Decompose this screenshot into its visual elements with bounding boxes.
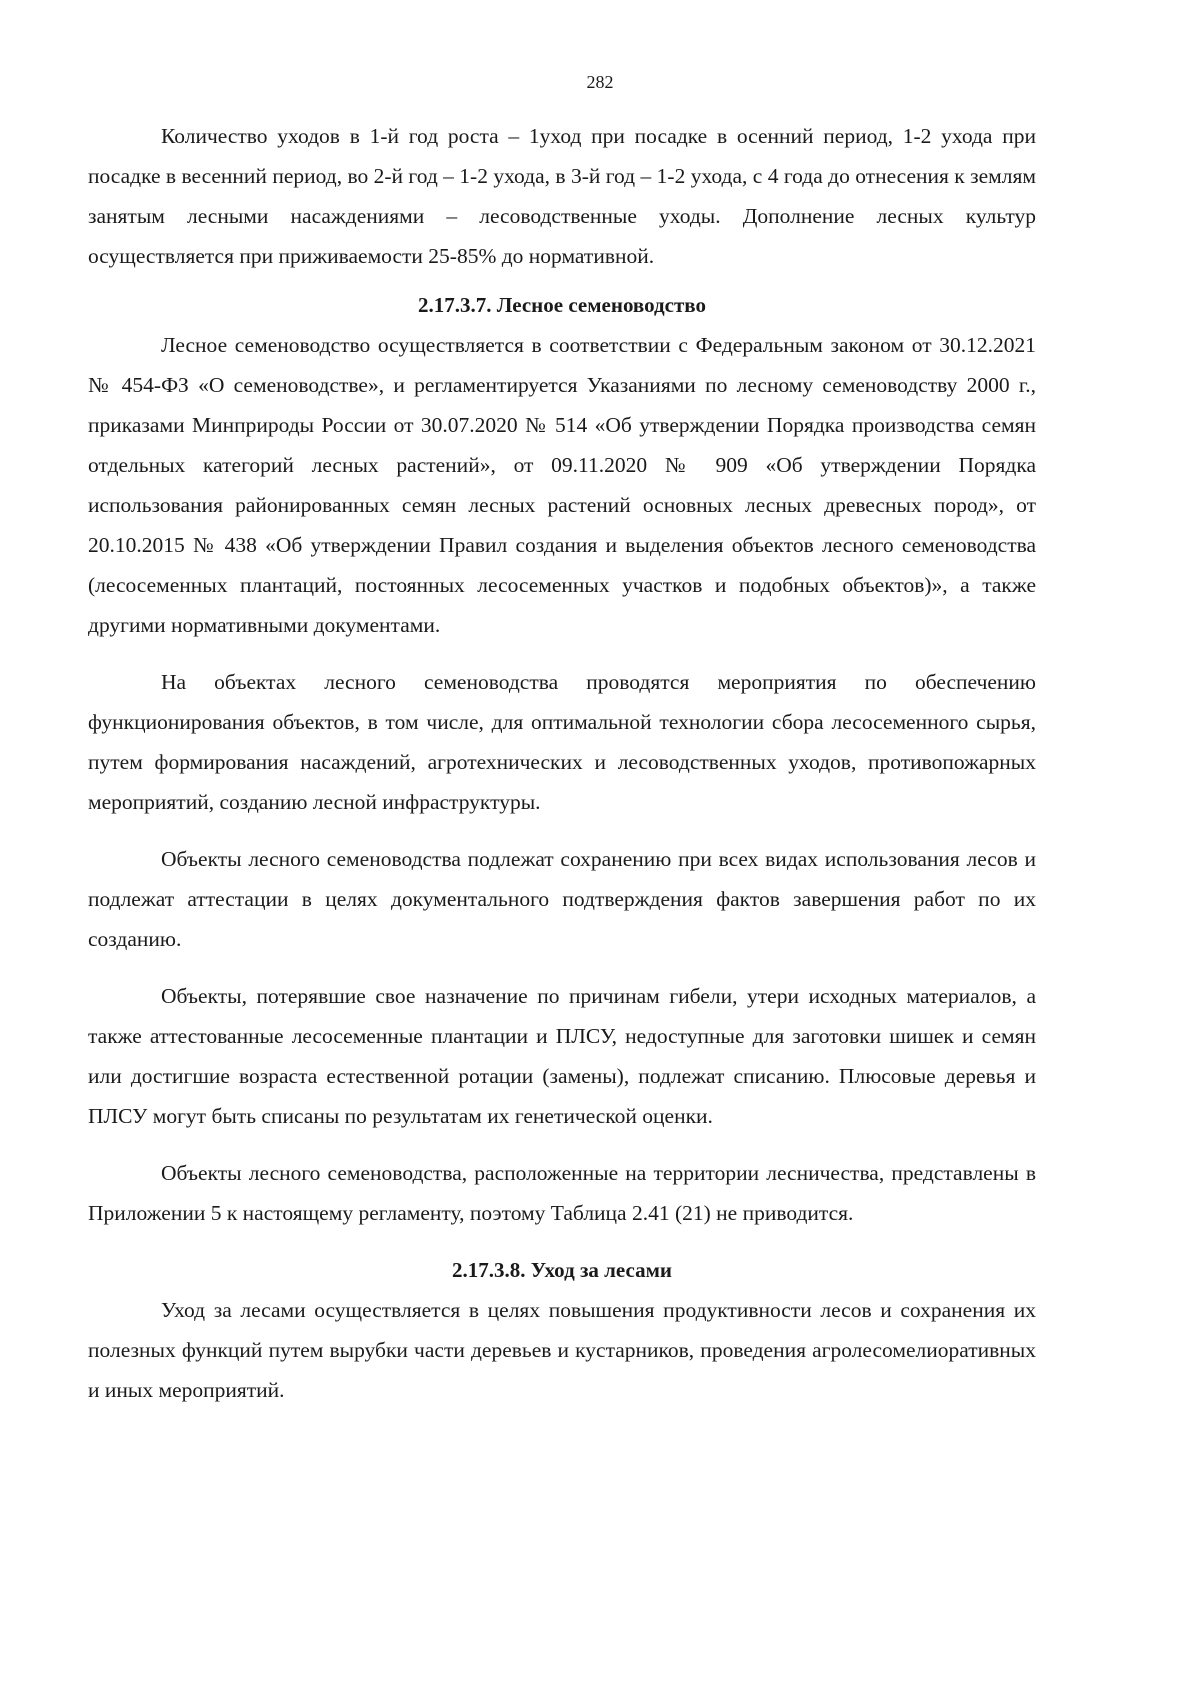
- paragraph: На объектах лесного семеноводства проводятся мероприятия по обеспечению функционирования объектов, в том числе, для оптимальной технологии сбора лесосеменного сырья, путем формирования насаждений, агротехнических и лесоводственных уходов, противопожарных мероприятий, созданию лесной инфраструктуры.: [88, 670, 1036, 814]
- document-body: [88, 116, 1036, 1410]
- paragraph: Лесное семеноводство осуществляется в соответствии с Федеральным законом от 30.12.2021 № 454-ФЗ «О семеноводстве», и регламентируется Указаниями по лесному семеноводству 2000 г., приказами Минприроды России от 30.07.2020 № 514 «Об утверждении Порядка производства семян отдельных категорий лесных растений», от 09.11.2020 № 909 «Об утверждении Порядка использования районированных семян лесных растений основных лесных древесных пород», от 20.10.2015 № 438 «Об утверждении Правил создания и выделения объектов лесного семеноводства (лесосеменных плантаций, постоянных лесосеменных участков и подобных объектов)», а также другими нормативными документами.: [88, 333, 1036, 637]
- paragraph: Объекты лесного семеноводства подлежат сохранению при всех видах использования лесов и подлежат аттестации в целях документального подтверждения фактов завершения работ по их созданию.: [88, 847, 1036, 951]
- paragraph: Объекты лесного семеноводства, расположенные на территории лесничества, представлены в Приложении 5 к настоящему регламенту, поэтому Таблица 2.41 (21) не приводится.: [88, 1161, 1036, 1225]
- paragraph: Уход за лесами осуществляется в целях повышения продуктивности лесов и сохранения их полезных функций путем вырубки части деревьев и кустарников, проведения агролесомелиоративных и иных мероприятий.: [88, 1298, 1036, 1402]
- paragraph: Объекты, потерявшие свое назначение по причинам гибели, утери исходных материалов, а также аттестованные лесосеменные плантации и ПЛСУ, недоступные для заготовки шишек и семян или достигшие возраста естественной ротации (замены), подлежат списанию. Плюсовые деревья и ПЛСУ могут быть списаны по результатам их генетической оценки.: [88, 984, 1036, 1128]
- page-number: 282: [586, 72, 614, 92]
- section-heading-forest-care: 2.17.3.8. Уход за лесами: [452, 1258, 672, 1282]
- paragraph: Количество уходов в 1-й год роста – 1уход при посадке в осенний период, 1-2 ухода при посадке в весенний период, во 2-й год – 1-2 ухода, в 3-й год – 1-2 ухода, с 4 года до отнесения к землям занятым лесными насаждениями – лесоводственные уходы. Дополнение лесных культур осуществляется при приживаемости 25-85% до нормативной.: [88, 124, 1036, 268]
- section-heading-seed-production: 2.17.3.7. Лесное семеноводство: [418, 293, 706, 317]
